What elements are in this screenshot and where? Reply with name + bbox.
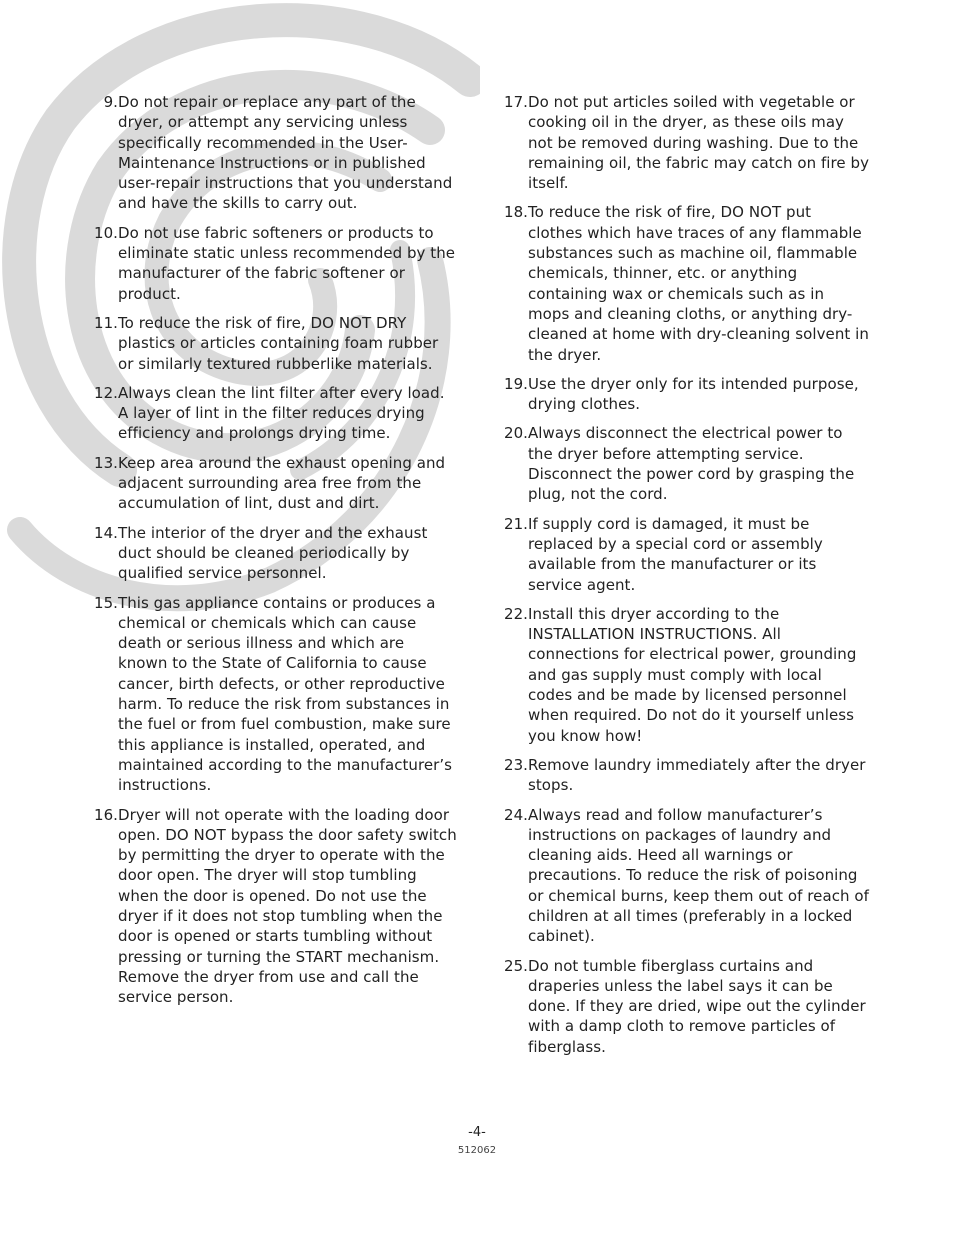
item-text: The interior of the dryer and the exhaust duct should be cleaned periodically by qualified service personnel.: [118, 523, 428, 583]
item-number: 22.: [503, 604, 528, 623]
list-item: [84, 593, 458, 796]
right-column: [494, 92, 870, 1066]
list-item: [84, 523, 458, 584]
item-text: Always disconnect the electrical power to the dryer before attempting service. Disconnect the power cord by grasping the plug, not the cord.: [528, 424, 855, 504]
item-text: Always read and follow manufacturer’s instructions on packages of laundry and cleaning aids. Heed all warnings or precautions. To reduce the risk of poisoning or chemical burns, keep them out of reach of children at all times (preferably in a locked cabinet).: [528, 805, 869, 946]
list-item: [84, 223, 458, 304]
list-item: [494, 374, 870, 415]
item-number: 13.: [93, 453, 118, 472]
list-item: [84, 805, 458, 1008]
item-text: If supply cord is damaged, it must be replaced by a special cord or assembly available from the manufacturer or its service agent.: [528, 514, 823, 594]
item-text: Do not repair or replace any part of the dryer, or attempt any servicing unless specifically recommended in the User-Maintenance Instructions or in published user-repair instructions that you understand and have the skills to carry out.: [118, 93, 453, 213]
item-text: To reduce the risk of fire, DO NOT DRY plastics or articles containing foam rubber or similarly textured rubberlike materials.: [118, 313, 439, 373]
item-text: Remove laundry immediately after the dryer stops.: [528, 755, 866, 795]
item-number: 10.: [93, 223, 118, 242]
item-text: Use the dryer only for its intended purpose, drying clothes.: [528, 374, 859, 414]
item-text: Do not tumble fiberglass curtains and draperies unless the label says it can be done. If they are dried, wipe out the cylinder with a damp cloth to remove particles of fiberglass.: [528, 956, 866, 1056]
list-item: [84, 453, 458, 514]
list-item: [494, 805, 870, 947]
item-number: 14.: [93, 523, 118, 542]
list-item: [494, 604, 870, 746]
item-text: Dryer will not operate with the loading door open. DO NOT bypass the door safety switch by permitting the dryer to operate with the door open. The dryer will stop tumbling when the door is opened. Do not use the dryer if it does not stop tumbling when the door is opened or starts tumbling without pressing or turning the START mechanism. Remove the dryer from use and call the service person.: [118, 805, 457, 1007]
item-text: Always clean the lint filter after every load. A layer of lint in the filter reduces drying efficiency and prolongs drying time.: [118, 383, 445, 443]
item-number: 18.: [503, 203, 528, 222]
list-item: [84, 313, 458, 374]
item-text: Do not use fabric softeners or products to eliminate static unless recommended by the manufacturer of the fabric softener or product.: [118, 223, 456, 303]
item-text: Install this dryer according to the INSTALLATION INSTRUCTIONS. All connections for electrical power, grounding and gas supply must comply with local codes and be made by licensed personnel when required. Do not do it yourself unless you know how!: [528, 604, 857, 745]
item-number: 23.: [503, 755, 528, 774]
document-code: 512062: [457, 1145, 497, 1156]
item-text: Keep area around the exhaust opening and adjacent surrounding area free from the accumulation of lint, dust and dirt.: [118, 453, 446, 513]
item-text: Do not put articles soiled with vegetable or cooking oil in the dryer, as these oils may not be removed during washing. Due to the remaining oil, the fabric may catch on fire by itself.: [528, 93, 870, 193]
list-item: [494, 755, 870, 796]
item-number: 20.: [503, 424, 528, 443]
item-number: 19.: [503, 374, 528, 393]
list-item: [494, 423, 870, 504]
left-column: [84, 92, 458, 1016]
list-item: [84, 383, 458, 444]
list-item: [84, 92, 458, 214]
page-number: -4-: [468, 1125, 486, 1140]
item-number: 16.: [93, 805, 118, 824]
item-text: This gas appliance contains or produces a chemical or chemicals which can cause death or serious illness and which are known to the State of California to cause cancer, birth defects, or other reproductive harm. To reduce the risk from substances in the fuel or from fuel combustion, make sure this appliance is installed, operated, and maintained according to the manufacturer’s instructions.: [118, 593, 453, 795]
item-number: 15.: [93, 593, 118, 612]
list-item: [494, 514, 870, 595]
item-number: 24.: [503, 805, 528, 824]
item-number: 21.: [503, 514, 528, 533]
item-text: To reduce the risk of fire, DO NOT put clothes which have traces of any flammable substances such as machine oil, flammable chemicals, thinner, etc. or anything containing wax or chemicals such as in mops and cleaning cloths, or anything dry-cleaned at home with dry-cleaning solvent in the dryer.: [528, 203, 869, 364]
list-item: [494, 92, 870, 193]
list-item: [494, 956, 870, 1057]
item-number: 9.: [103, 93, 118, 111]
item-number: 12.: [93, 383, 118, 402]
item-number: 25.: [503, 956, 528, 975]
item-number: 17.: [503, 93, 528, 111]
list-item: [494, 202, 870, 364]
item-number: 11.: [93, 313, 118, 332]
